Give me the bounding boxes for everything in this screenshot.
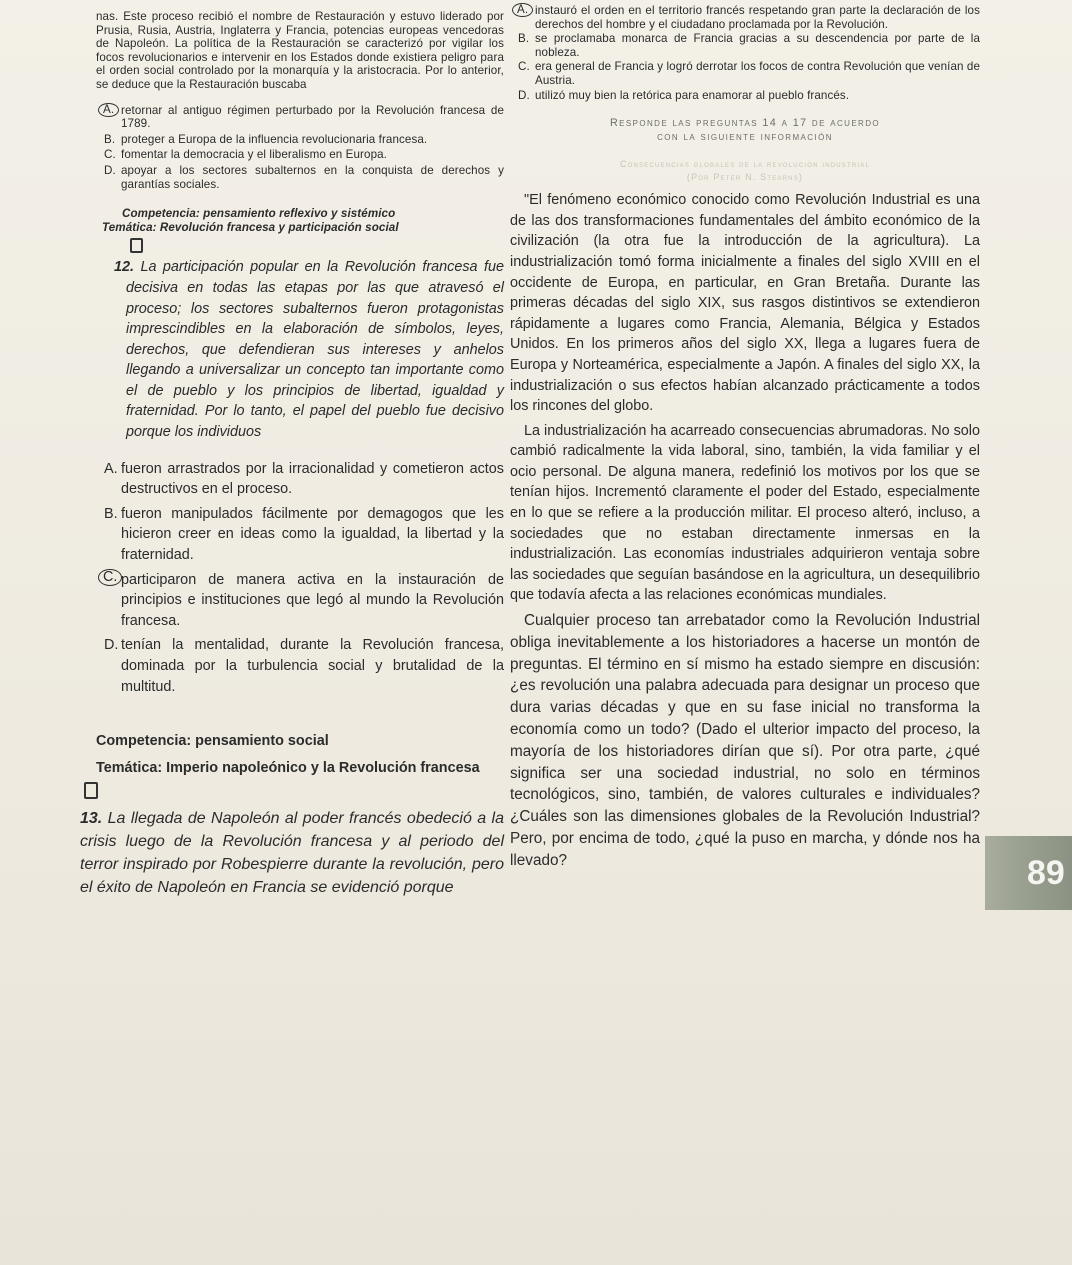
option-letter: A. (512, 3, 533, 17)
option-text: era general de Francia y logró derrotar los focos de contra Revolución que venían de Austria. (535, 60, 980, 87)
option-text: instauró el orden en el territorio francés respetando gran parte la declaración de los derechos del hombre y el ciudadano proclamada por la Revolución. (535, 4, 980, 31)
page-number: 89 (1027, 853, 1065, 892)
q12-option-b[interactable] (96, 504, 504, 566)
option-letter: A. (104, 460, 118, 477)
q11-cont-option-b[interactable] (510, 32, 980, 59)
option-letter: C. (98, 569, 122, 586)
option-text: retornar al antiguo régimen perturbado por la Revolución francesa de 1789. (121, 103, 504, 131)
q13-competencia: Competencia: pensamiento social (96, 733, 329, 750)
q12-text: La participación popular en la Revolución francesa fue decisiva en todas las etapas por las que atravesó el proceso; los sectores subalternos fueron protagonistas imprescindibles en la elaboración de símbolos, leyes, derechos, que defendieran sus intereses y anhelos llegando a universalizar un concepto tan importante como el de pueblo y los principios de libertad, igualdad y fraternidad. Por lo tanto, el papel del pueblo fue decisivo porque los individuos (126, 259, 504, 441)
q11-options (96, 104, 504, 192)
reading-paragraph-3: Cualquier proceso tan arrebatador como la Revolución Industrial obliga inevitablemente a los historiadores a hacerse un montón de preguntas. El término en sí mismo ha estado siempre en discusión: ¿es revolución una palabra adecuada para designar un proceso que dura varias décadas y que en su fase inicial no transforma la economía como un todo? (Dado el ulterior impacto del proceso, la mayoría de los historiadores dirían que sí). Por otra parte, ¿qué significa ser una sociedad industrial, no solo en términos tecnológicos, sino, también, de valores culturales e individuales? ¿Cuáles son las dimensiones globales de la Revolución Industrial? Pero, por encima de todo, ¿qué la puso en marcha, y dónde nos ha llevado? (510, 612, 980, 869)
option-letter: B. (104, 132, 116, 146)
option-text: fueron manipulados fácilmente por demagogos que les hicieron creer en ideas como la igualdad, la libertad y la fraternidad. (121, 505, 504, 564)
option-text: se proclamaba monarca de Francia gracias a su descendencia por parte de la nobleza. (535, 32, 980, 59)
q12-option-c[interactable] (96, 570, 504, 632)
option-text: participaron de manera activa en la instauración de principios e instituciones que legó al mundo la Revolución francesa. (121, 571, 504, 629)
q11-continued-options (510, 4, 980, 102)
option-letter: D. (518, 88, 530, 102)
q11-option-d[interactable] (96, 164, 504, 191)
option-letter: A. (98, 103, 119, 117)
q13-question (80, 807, 504, 899)
reading-paragraph-2: La industrialización ha acarreado consecuencias abrumadoras. No solo cambió radicalmente la vida laboral, sino, también, la vida familiar y el ocio personal. De alguna manera, redefinió los motivos por los que se tenían hijos. Incrementó claramente el poder del Estado, especialmente en lo que se refiere a la producción militar. El proceso alteró, incluso, a sociedades que no estaban directamente inmersas en la industrialización. Las economías industriales adquirieron ventaja sobre las sociedades que seguían basándose en la agricultura, un desequilibrio que todavía afecta a las relaciones económicas mundiales. (510, 422, 980, 604)
q13-number: 13. (80, 810, 103, 828)
q13-answer-checkbox[interactable] (84, 782, 98, 799)
q12-options (96, 459, 504, 698)
option-text: utilizó muy bien la retórica para enamorar al pueblo francés. (535, 88, 850, 102)
q12-tematica: Temática: Revolución francesa y participación social (102, 220, 399, 234)
left-column (80, 10, 504, 899)
option-letter: D. (104, 163, 116, 177)
restauracion-intro: nas. Este proceso recibió el nombre de Restauración y estuvo liderado por Prusia, Rusia, Austria, Inglaterra y Francia, potencias europeas vencedoras de Napoleón. La política de la Restauración se caracterizó por vigilar los focos revolucionarios e intervenir en los Estados donde existiera peligro para el orden social controlado por la monarquía y la aristocracia. Por lo anterior, se deduce que la Restauración buscaba (96, 10, 504, 91)
q12-question (96, 257, 504, 442)
page-number-tab (985, 836, 1072, 910)
option-text: fomentar la democracia y el liberalismo en Europa. (121, 148, 387, 162)
q11-option-b[interactable] (96, 133, 504, 147)
q11-option-c[interactable] (96, 148, 504, 162)
reading-paragraph-1: "El fenómeno económico conocido como Revolución Industrial es una de las dos transformaciones fundamentales del ámbito económico de la civilización (la otra fue la introducción de la agricultura). La industrialización tomó forma inicialmente a finales del siglo XVIII en el occidente de Europa, en particular, en Gran Bretaña. Durante las primeras décadas del siglo XIX, sus rasgos distintivos se extendieron rápidamente a lugares como Francia, Alemania, Bélgica y Estados Unidos. En los primeros años del siglo XX, llega a lugares fuera de Europa y Norteamérica, especialmente a Japón. A finales del siglo XX, la industrialización o sus efectos habían alcanzado prácticamente a todos los rincones del globo. (510, 192, 980, 415)
q11-option-a[interactable] (96, 104, 504, 131)
q12-competencia: Competencia: pensamiento reflexivo y sistémico (122, 207, 396, 221)
option-letter: C. (104, 148, 116, 162)
section-heading (510, 116, 980, 144)
option-text: fueron arrastrados por la irracionalidad y cometieron actos destructivos en el proceso. (121, 460, 504, 498)
reading-author: (Por Peter N. Stearns) (686, 172, 804, 183)
option-text: proteger a Europa de la influencia revolucionaria francesa. (121, 132, 428, 146)
section-heading-line1: Responde las preguntas 14 a 17 de acuerdo (609, 117, 881, 130)
option-letter: D. (104, 637, 119, 654)
section-heading-line2: con la siguiente información (657, 131, 833, 144)
q12-option-d[interactable] (96, 635, 504, 697)
option-letter: B. (104, 505, 118, 522)
right-column (510, 4, 980, 872)
q11-cont-option-a[interactable] (510, 4, 980, 31)
q12-number: 12. (114, 259, 135, 276)
option-text: tenían la mentalidad, durante la Revolución francesa, dominada por la turbulencia social y brutalidad de la multitud. (121, 637, 504, 695)
q11-cont-option-c[interactable] (510, 60, 980, 87)
q12-option-a[interactable] (96, 459, 504, 500)
option-letter: B. (518, 32, 530, 46)
reading-title: Consecuencias globales de la revolución industrial (619, 159, 871, 170)
option-letter: C. (518, 60, 530, 74)
q13-tematica: Temática: Imperio napoleónico y la Revolución francesa (96, 759, 480, 776)
option-text: apoyar a los sectores subalternos en la conquista de derechos y garantías sociales. (121, 163, 504, 191)
q11-cont-option-d[interactable] (510, 89, 980, 103)
q13-text: La llegada de Napoleón al poder francés obedeció a la crisis luego de la Revolución francesa y al periodo del terror inspirado por Robespierre durante la revolución, pero el éxito de Napoleón en Francia se evidenció porque (80, 810, 504, 897)
q12-answer-checkbox[interactable] (130, 238, 143, 253)
